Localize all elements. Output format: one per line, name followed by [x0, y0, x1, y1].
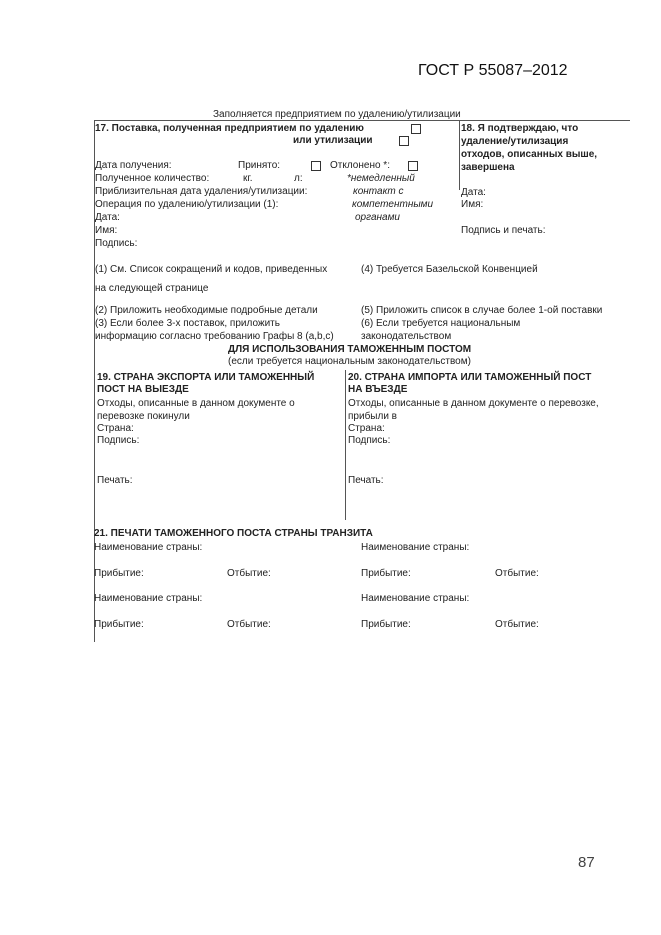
footnote-2: (2) Приложить необходимые подробные детали: [95, 305, 318, 316]
sec18-line4: завершена: [461, 162, 515, 173]
page-number: 87: [578, 854, 595, 871]
footnote-3: (3) Если более 3-х поставок, приложить: [95, 318, 280, 329]
quantity-label: Полученное количество:: [95, 173, 210, 184]
footnote-1: (1) См. Список сокращений и кодов, приведенных: [95, 264, 328, 275]
departure-label: Отбытие:: [495, 568, 539, 579]
sec20-country-label: Страна:: [348, 423, 385, 434]
departure-label: Отбытие:: [227, 568, 271, 579]
authorities-note: органами: [355, 212, 400, 223]
sec19-sign-label: Подпись:: [97, 435, 140, 446]
customs-divider: [345, 370, 346, 520]
kg-unit: кг.: [243, 173, 253, 184]
sec20-title: 20. СТРАНА ИМПОРТА ИЛИ ТАМОЖЕННЫЙ ПОСТ: [348, 372, 592, 383]
sec18-line3: отходов, описанных выше,: [461, 149, 598, 160]
departure-label: Отбытие:: [495, 619, 539, 630]
competent-note: компетентными: [352, 199, 434, 210]
footnote-6-cont: законодательством: [361, 331, 452, 342]
sec18-line2: удаление/утилизация: [461, 136, 569, 147]
sec17-title-line2: или утилизации: [293, 135, 373, 146]
footnote-4: (4) Требуется Базельской Конвенцией: [361, 264, 538, 275]
sec17-title: 17. Поставка, полученная предприятием по удалению: [95, 123, 364, 134]
footnote-6: (6) Если требуется национальным: [361, 318, 521, 329]
transit-country-label: Наименование страны:: [94, 593, 203, 604]
accepted-checkbox[interactable]: [311, 161, 321, 171]
arrival-label: Прибытие:: [94, 619, 144, 630]
sec20-desc-cont: прибыли в: [348, 411, 397, 422]
rejected-checkbox[interactable]: [408, 161, 418, 171]
sec18-line1: 18. Я подтверждаю, что: [461, 123, 579, 134]
footnote-1-cont: на следующей странице: [95, 283, 209, 294]
footnote-3-cont: информацию согласно требованию Графы 8 (a,b,c): [95, 331, 334, 342]
receipt-date-label: Дата получения:: [95, 160, 172, 171]
customs-title: ДЛЯ ИСПОЛЬЗОВАНИЯ ТАМОЖЕННЫМ ПОСТОМ: [228, 344, 472, 355]
transit-country-label: Наименование страны:: [94, 542, 203, 553]
sec18-date-label: Дата:: [461, 187, 486, 198]
document-code: ГОСТ Р 55087–2012: [418, 62, 568, 79]
sec18-sign-label: Подпись и печать:: [461, 225, 546, 236]
transit-country-label: Наименование страны:: [361, 542, 470, 553]
sec18-name-label: Имя:: [461, 199, 484, 210]
name-label: Имя:: [95, 225, 118, 236]
arrival-label: Прибытие:: [361, 619, 411, 630]
approx-date-label: Приблизительная дата удаления/утилизации:: [95, 186, 308, 197]
top-caption: Заполняется предприятием по удалению/утилизации: [213, 109, 461, 120]
footnote-5: (5) Приложить список в случае более 1-ой поставки: [361, 305, 603, 316]
immediate-note: *немедленный: [347, 173, 415, 184]
sec20-title-line2: НА ВЪЕЗДЕ: [348, 384, 408, 395]
sec19-title: 19. СТРАНА ЭКСПОРТА ИЛИ ТАМОЖЕННЫЙ: [97, 372, 315, 383]
sec20-desc: Отходы, описанные в данном документе о перевозке,: [348, 398, 599, 409]
sec19-desc: Отходы, описанные в данном документе о: [97, 398, 295, 409]
accepted-label: Принято:: [238, 160, 281, 171]
sec19-desc-cont: перевозке покинули: [97, 411, 190, 422]
date-label: Дата:: [95, 212, 120, 223]
liter-unit: л:: [294, 173, 303, 184]
sec18-divider: [459, 120, 460, 190]
sec21-title: 21. ПЕЧАТИ ТАМОЖЕННОГО ПОСТА СТРАНЫ ТРАНЗИТА: [94, 528, 373, 539]
sec19-title-line2: ПОСТ НА ВЫЕЗДЕ: [97, 384, 189, 395]
arrival-label: Прибытие:: [94, 568, 144, 579]
contact-note: контакт с: [353, 186, 404, 197]
sec19-stamp-label: Печать:: [97, 475, 133, 486]
signature-label: Подпись:: [95, 238, 138, 249]
departure-label: Отбытие:: [227, 619, 271, 630]
operation-label: Операция по удалению/утилизации (1):: [95, 199, 279, 210]
sec20-stamp-label: Печать:: [348, 475, 384, 486]
sec17-disposal-checkbox[interactable]: [399, 136, 409, 146]
rejected-label: Отклонено *:: [330, 160, 390, 171]
arrival-label: Прибытие:: [361, 568, 411, 579]
transit-country-label: Наименование страны:: [361, 593, 470, 604]
sec20-sign-label: Подпись:: [348, 435, 391, 446]
sec19-country-label: Страна:: [97, 423, 134, 434]
customs-subtitle: (если требуется национальным законодательством): [228, 356, 471, 367]
sec17-removal-checkbox[interactable]: [411, 124, 421, 134]
